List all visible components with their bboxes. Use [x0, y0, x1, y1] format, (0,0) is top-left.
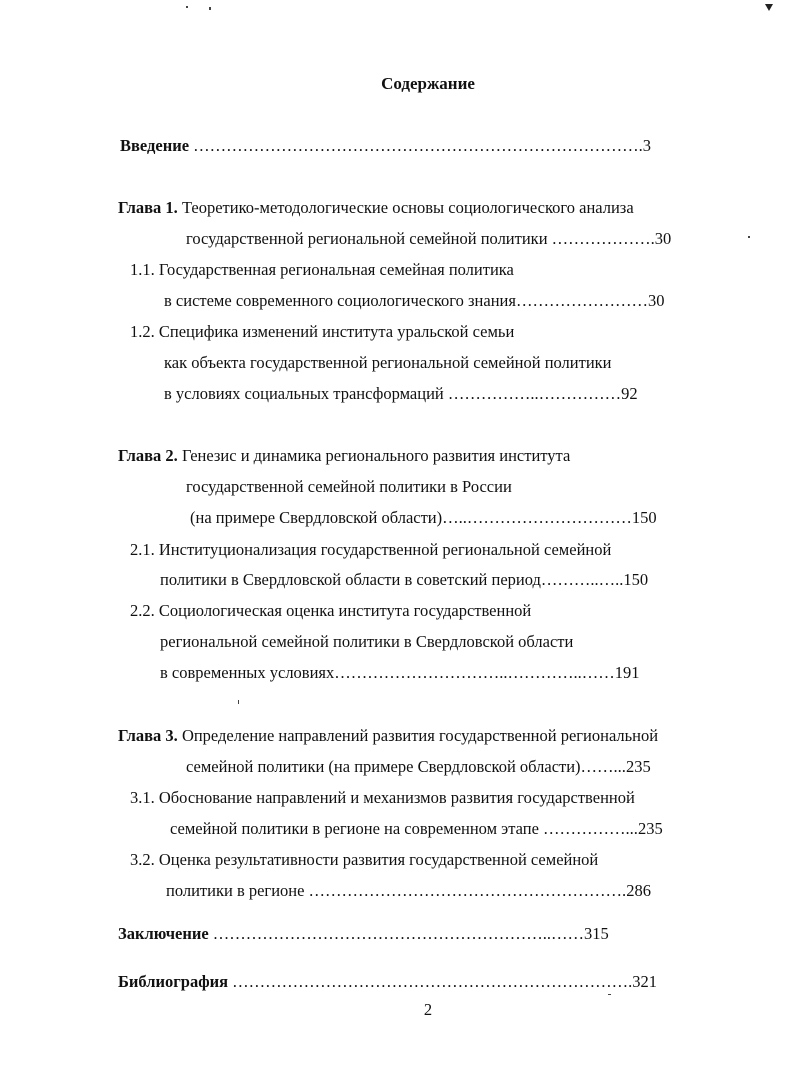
- chapter-title-cont: (на примере Свердловской области)…..…………………………: [190, 508, 632, 527]
- toc-section-2-2-line1[interactable]: [130, 601, 531, 621]
- toc-entry-bibliography[interactable]: [118, 972, 657, 992]
- toc-dots: ……………………………………………………..……: [208, 924, 585, 943]
- section-title-cont: политики в регионе ………………………………………………….: [166, 881, 627, 900]
- section-title-cont: семейной политики в регионе на современном этапе ……………...: [170, 819, 638, 838]
- toc-chapter-2-line2[interactable]: [186, 477, 512, 497]
- chapter-label: Глава 1.: [118, 198, 178, 217]
- section-title-cont: в системе современного социологического знания……………………: [164, 291, 648, 310]
- toc-section-2-2-line3[interactable]: [160, 663, 640, 683]
- toc-label: Введение: [120, 136, 190, 155]
- toc-page: 30: [647, 291, 665, 310]
- section-title-cont: региональной семейной политики в Свердловской области: [160, 632, 574, 651]
- toc-section-2-1-line2[interactable]: [160, 570, 648, 590]
- toc-section-3-2-line2[interactable]: [166, 881, 651, 901]
- toc-page: 286: [626, 881, 651, 900]
- toc-page: 150: [631, 508, 657, 527]
- toc-page: 315: [584, 924, 609, 943]
- toc-section-3-1-line2[interactable]: [170, 819, 663, 839]
- toc-page: 321: [632, 972, 658, 991]
- chapter-label: Глава 2.: [118, 446, 178, 465]
- toc-section-1-2-line2[interactable]: [164, 353, 612, 373]
- chapter-title-cont: государственной региональной семейной политики ……………….: [186, 229, 655, 248]
- chapter-title: Определение направлений развития государственной региональной: [177, 726, 659, 745]
- toc-section-3-2-line1[interactable]: [130, 850, 598, 870]
- section-title-cont: как объекта государственной региональной семейной политики: [164, 353, 612, 372]
- chapter-label: Глава 3.: [118, 726, 178, 745]
- section-title: 3.1. Обоснование направлений и механизмов развития государственной: [130, 788, 635, 807]
- section-title-cont: в современных условиях…………………………..…………..……: [160, 663, 615, 682]
- page-number: 2: [423, 1000, 433, 1019]
- section-title-cont: в условиях социальных трансформаций ……………..……………: [164, 384, 622, 403]
- toc-entry-conclusion[interactable]: [118, 924, 609, 944]
- toc-chapter-3-line1[interactable]: [118, 726, 658, 746]
- toc-page: 235: [637, 819, 663, 838]
- chapter-title-cont: семейной политики (на примере Свердловской области)……...: [186, 757, 626, 776]
- toc-section-2-1-line1[interactable]: [130, 540, 611, 560]
- section-title: 3.2. Оценка результативности развития государственной семейной: [130, 850, 599, 869]
- toc-chapter-2-line1[interactable]: [118, 446, 570, 466]
- toc-page: 92: [621, 384, 638, 403]
- section-title-cont: политики в Свердловской области в советский период………..…..: [160, 570, 624, 589]
- toc-section-1-1-line1[interactable]: [130, 260, 514, 280]
- section-title: 2.2. Социологическая оценка института государственной: [130, 601, 532, 620]
- toc-chapter-1-line1[interactable]: [118, 198, 634, 218]
- scan-speck: [209, 7, 211, 10]
- toc-page: 30: [654, 229, 672, 248]
- section-title: 1.1. Государственная региональная семейная политика: [130, 260, 514, 279]
- toc-page: 235: [625, 757, 651, 776]
- toc-dots: ……………………………………………………………….: [228, 972, 633, 991]
- toc-chapter-1-line2[interactable]: [186, 229, 671, 249]
- chapter-title: Генезис и динамика регионального развития института: [177, 446, 571, 465]
- toc-page: 150: [623, 570, 649, 589]
- toc-page: 3: [642, 136, 652, 155]
- toc-section-1-2-line3[interactable]: [164, 384, 638, 404]
- scan-speck: [608, 994, 611, 995]
- scan-speck: [238, 700, 239, 704]
- toc-section-1-2-line1[interactable]: [130, 322, 514, 342]
- corner-mark: [765, 4, 773, 11]
- toc-section-1-1-line2[interactable]: [164, 291, 664, 311]
- toc-section-3-1-line1[interactable]: [130, 788, 635, 808]
- toc-chapter-2-line3[interactable]: [190, 508, 657, 528]
- chapter-title: Теоретико-методологические основы социологического анализа: [177, 198, 634, 217]
- chapter-title-cont: государственной семейной политики в России: [186, 477, 512, 496]
- toc-label: Библиография: [118, 972, 229, 991]
- page-title: Содержание: [381, 74, 475, 93]
- toc-entry-intro[interactable]: [120, 136, 651, 156]
- section-title: 2.1. Институционализация государственной региональной семейной: [130, 540, 612, 559]
- scan-speck: [186, 6, 188, 8]
- scan-speck: [748, 236, 750, 238]
- toc-section-2-2-line2[interactable]: [160, 632, 573, 652]
- section-title: 1.2. Специфика изменений института уральской семьи: [130, 322, 515, 341]
- toc-page: 191: [614, 663, 640, 682]
- toc-chapter-3-line2[interactable]: [186, 757, 651, 777]
- toc-label: Заключение: [118, 924, 209, 943]
- toc-dots: ……………………………………………………………………….: [189, 136, 643, 155]
